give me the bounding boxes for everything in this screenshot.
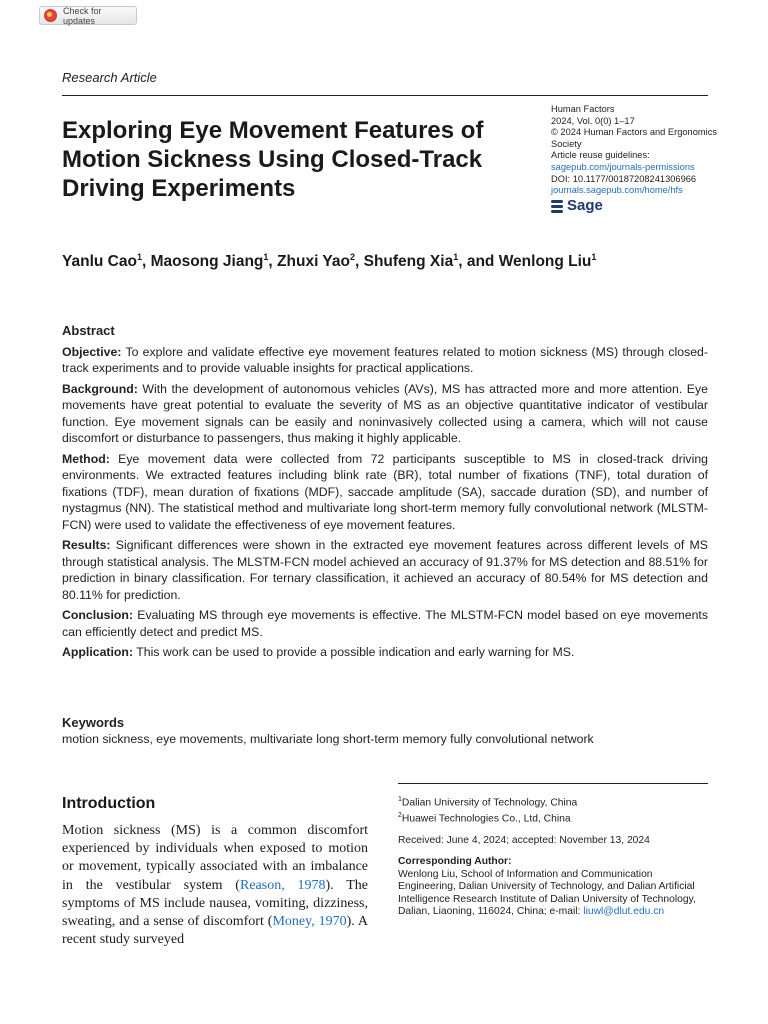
sage-logo-icon (551, 200, 563, 213)
affiliation: $^2$Huawei Technologies Co., Ltd, China (398, 811, 571, 825)
footnotes (398, 794, 710, 919)
keywords (62, 714, 708, 748)
author: Zhuxi Yao$^2$, (277, 252, 364, 271)
article-title: Exploring Eye Movement Features of Motion Sickness Using Closed-Track Driving Experiments (62, 117, 484, 202)
keywords-heading: Keywords (62, 715, 125, 730)
abstract-method: Method: Eye movement data were collected from 72 participants susceptible to MS in closed-track driving environments. We extracted features including blink rate (BR), total number of fixations (TNF), total duration of fixations (TDF), mean duration of fixations (MDF), saccade amplitude (SA), saccade duration (SD), and number of nystagmus (NN). The statistical method and multivariate long short-term memory fully convolutional network (MLSTM-FCN) were used to validate the effectiveness of eye movement features. (62, 451, 708, 532)
doi: DOI: 10.1177/00187208241306966 (551, 173, 697, 184)
author: Maosong Jiang$^1$, (150, 252, 278, 271)
journal-link[interactable]: journals.sagepub.com/home/hfs (551, 185, 683, 196)
check-for-updates-label: Check for updates (63, 5, 102, 26)
reuse-link[interactable]: sagepub.com/journals-permissions (551, 161, 695, 172)
publisher-logo (551, 197, 721, 215)
publisher-name: Sage (567, 197, 603, 215)
journal-meta (551, 104, 721, 213)
abstract (62, 323, 708, 665)
abstract-application: Application: This work can be used to provide a possible indication and early warning for MS. (62, 645, 575, 659)
header-divider (62, 95, 708, 96)
citation-link[interactable]: Money, 1970 (272, 914, 347, 930)
author: Yanlu Cao$^1$, (62, 252, 151, 271)
corresponding-details: Wenlong Liu, School of Information and Communication Engineering, Dalian University of Technology, and Dalian Artificial Intelligence Research Institute of Dalian University of Technology, Dalian, Liaoning, 116024, China; e-mail: liuwl@dlut.edu.cn (398, 868, 696, 918)
introduction-paragraph: Motion sickness (MS) is a common discomfort experienced by individuals when exposed to motion or movement, typically associated with an imbalance in the vestibular system (Reason, 1978). The symptoms of MS include nausea, vomiting, dizziness, sweating, and a sense of discomfort (Money, 1970). A recent study surveyed (62, 823, 369, 948)
introduction-heading: Introduction (62, 795, 156, 812)
abstract-conclusion: Conclusion: Evaluating MS through eye movements is effective. The MLSTM-FCN model based on eye movements can efficiently detect and predict MS. (62, 608, 708, 639)
abstract-heading: Abstract (62, 323, 115, 338)
article-type: Research Article (62, 70, 157, 85)
email-link[interactable]: liuwl@dlut.edu.cn (583, 906, 665, 918)
journal-name: Human Factors (551, 104, 615, 114)
author-list (62, 252, 596, 271)
reuse-label: Article reuse guidelines: (551, 150, 650, 161)
citation-link[interactable]: Reason, 1978 (239, 877, 326, 893)
abstract-results: Results: Significant differences were shown in the extracted eye movement features across different levels of MS through statistical analysis. The MLSTM-FCN model achieved an accuracy of 91.37% for MS detection and 88.51% for prediction in binary classification. For ternary classification, it achieved an accuracy of 80.54% for MS detection and 80.11% for prediction. (62, 538, 708, 602)
copyright: © 2024 Human Factors and Ergonomics Society (551, 127, 718, 149)
affiliation: $^1$Dalian University of Technology, China (398, 796, 578, 809)
author: Wenlong Liu$^1$ (498, 252, 597, 271)
crossmark-icon (44, 9, 57, 22)
author: Shufeng Xia$^1$, and (363, 252, 499, 271)
received-dates: Received: June 4, 2024; accepted: November 13, 2024 (398, 834, 650, 846)
abstract-objective: Objective: To explore and validate effective eye movement features related to motion sickness (MS) through closed-track experiments and to provide valuable insights for practical applications. (62, 344, 708, 375)
footnote-divider (398, 783, 708, 784)
keywords-text: motion sickness, eye movements, multivariate long short-term memory fully convolutional network (62, 732, 594, 746)
journal-volume: 2024, Vol. 0(0) 1–17 (551, 115, 635, 126)
corresponding-heading: Corresponding Author: (398, 856, 512, 868)
check-for-updates-button[interactable] (39, 6, 137, 25)
abstract-background: Background: With the development of autonomous vehicles (AVs), MS has attracted more and more attention. Eye movements have great potential to evaluate the severity of MS as an objective quantitative indicator of vestibular function. Eye movement signals can be easily and noninvasively collected using a camera, which will not cause discomfort or disturbance to passengers, thus making it highly applicable. (62, 381, 708, 445)
